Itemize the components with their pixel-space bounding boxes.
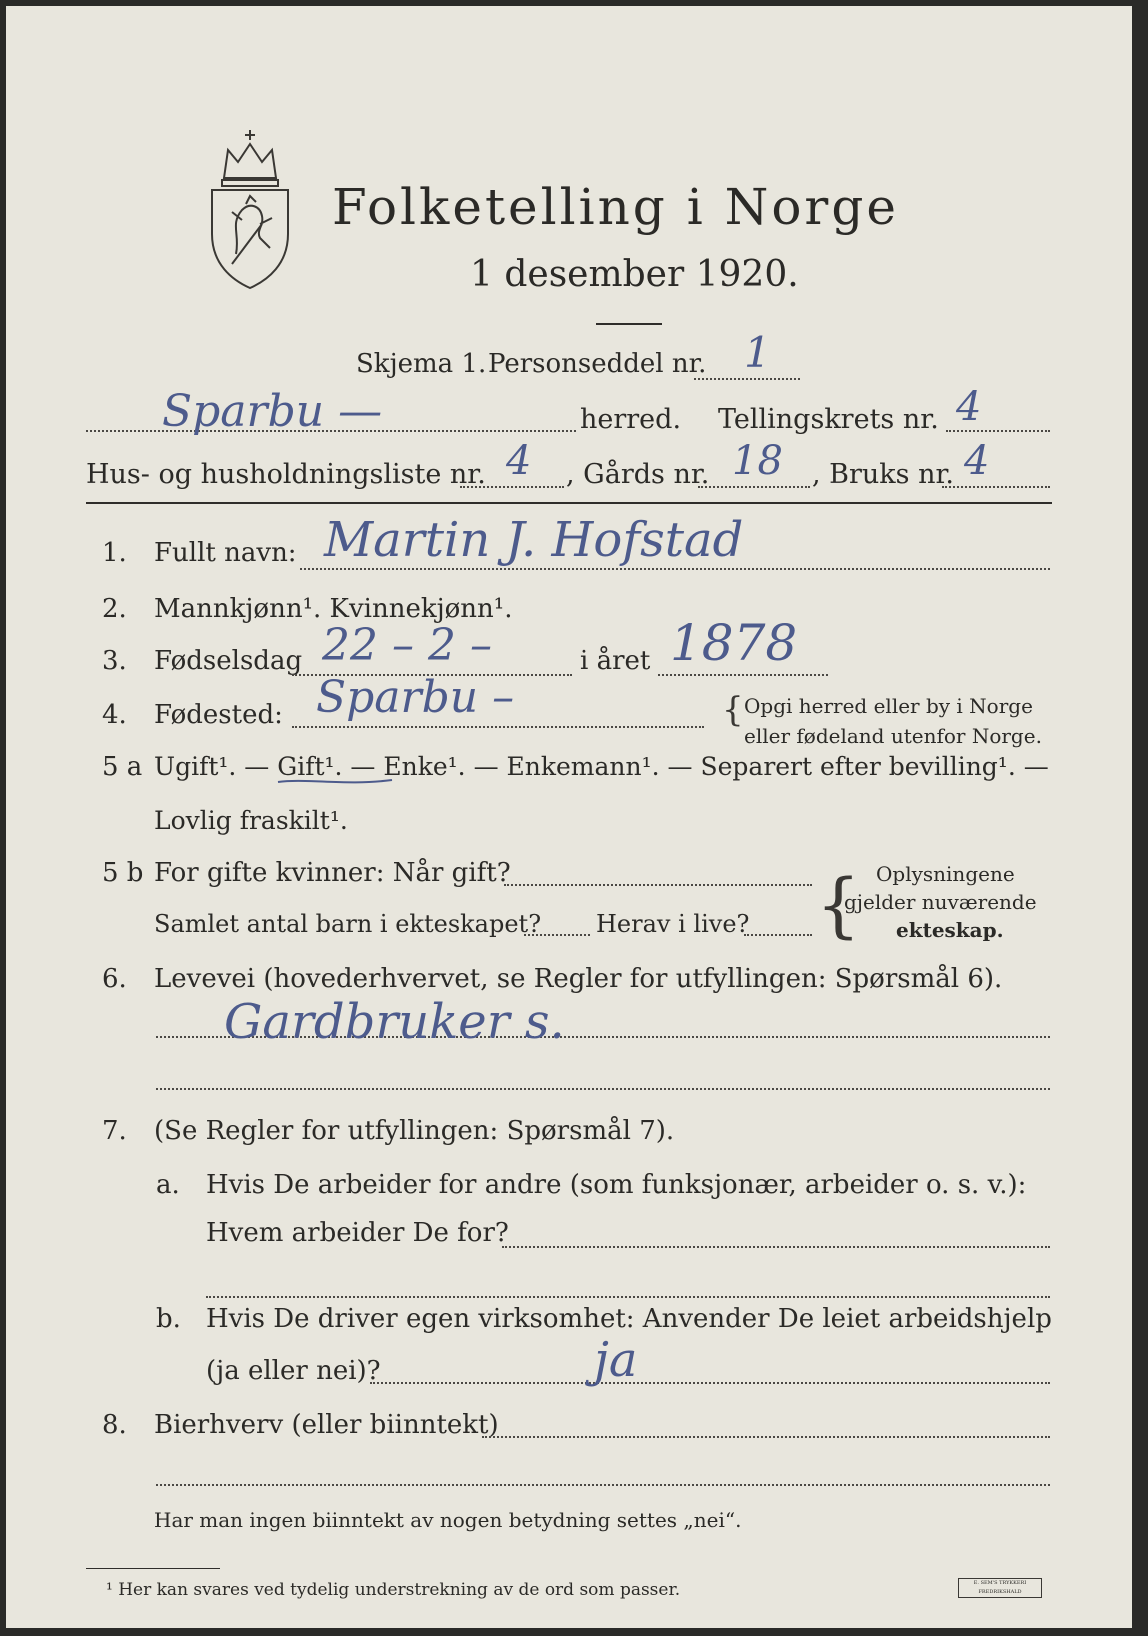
hired-help-value[interactable]: ja — [594, 1332, 638, 1388]
bruks-value[interactable]: 4 — [964, 438, 990, 484]
herred-value[interactable]: Sparbu — — [162, 386, 383, 437]
q1-label: Fullt navn: — [154, 538, 297, 568]
year-label: i året — [580, 646, 651, 676]
marital-options-2: Lovlig fraskilt¹. — [154, 806, 348, 835]
footnote-divider — [86, 1568, 220, 1569]
q7b-number: b. — [156, 1304, 181, 1334]
header-divider — [86, 502, 1052, 504]
marital-options: Ugift¹. — Gift¹. — Enke¹. — Enkemann¹. — Separert efter bevilling¹. — — [154, 752, 1049, 781]
tellingskrets-value[interactable]: 4 — [956, 384, 982, 430]
coat-of-arms-icon — [202, 124, 298, 294]
q7b-yesno-label: (ja eller nei)? — [206, 1356, 381, 1386]
sex-options: Mannkjønn¹. Kvinnekjønn¹. — [154, 594, 513, 624]
q5b-note-2: gjelder nuværende — [844, 890, 1037, 914]
bruks-label: , Bruks nr. — [812, 459, 955, 490]
q8-number: 8. — [102, 1410, 127, 1440]
gift-underline — [276, 776, 394, 788]
birth-day-value[interactable]: 22 – 2 – — [322, 620, 492, 671]
husliste-label: Hus- og husholdningsliste nr. — [86, 459, 486, 490]
q3-label: Fødselsdag — [154, 646, 303, 676]
birth-year-value[interactable]: 1878 — [670, 614, 798, 672]
title-divider — [596, 323, 662, 325]
personseddel-label: Personseddel nr. — [488, 349, 707, 379]
q5b-number: 5 b — [102, 858, 144, 888]
occupation-value[interactable]: Gardbruker s. — [224, 994, 565, 1050]
q4-number: 4. — [102, 700, 127, 730]
q8-label: Bierhverv (eller biinntekt) — [154, 1410, 499, 1440]
gards-value[interactable]: 18 — [732, 438, 783, 484]
q4-label: Fødested: — [154, 700, 283, 730]
q5b-note-1: Oplysningene — [876, 862, 1015, 886]
q2-number: 2. — [102, 594, 127, 624]
q7b-label: Hvis De driver egen virksomhet: Anvender De leiet arbeidshjelp — [206, 1304, 1052, 1334]
footnote: ¹ Her kan svares ved tydelig understrekning av de ord som passer. — [106, 1580, 681, 1600]
footer-note: Har man ingen biinntekt av nogen betydning settes „nei“. — [154, 1508, 742, 1532]
q3-number: 3. — [102, 646, 127, 676]
birthplace-value[interactable]: Sparbu – — [316, 672, 515, 723]
census-form: Folketelling i Norge 1 desember 1920. Skjema 1. Personseddel nr. 1 Sparbu — herred. Tellingskrets nr. 4 Hus- og husholdningsliste nr. 4 , Gårds nr. 18 , Bruks nr. 4 1. Fullt navn: Martin J. Hofstad 2. Mannkjønn¹. Kvinnekjønn¹. 3. Fødselsdag 22 – 2 – i året 1878 4. Fødested: Sparbu – { Opgi herred eller by i Norge eller fødeland utenfor Norge. 5 a Ugift¹. — Gift¹. — Enke¹. — Enkemann¹. — Separert efter bevilling¹. — Lovlig fraskilt¹. 5 b For gifte kvinner: Når gift? Samlet antal barn i ekteskapet? Herav i live? { Oplysningene gjelder nuværende ekteskap. 6. Levevei (hovederhvervet, se Regler for utfyllingen: Spørsmål 6). Gardbruker s. 7. (Se Regler for utfyllingen: Spørsmål 7). a. Hvis De arbeider for andre (som funksjonær, arbeider o. s. v.): Hvem arbeider De for? b. Hvis De driver egen virksomhet: Anvender De leiet arbeidshjelp (ja eller nei)? ja 8. Bierhverv (eller biinntekt) Har man ingen biinntekt av nogen betydning settes „nei“. ¹ Her kan svares ved tydelig understrekning av de ord som passer. E. SEM'S TRYKKERI FREDRIKSHALD — [6, 6, 1132, 1628]
skjema-label: Skjema 1. — [356, 349, 487, 379]
q5b-note-3: ekteskap. — [896, 918, 1004, 942]
q7-number: 7. — [102, 1116, 127, 1146]
q5b-children-label: Samlet antal barn i ekteskapet? — [154, 910, 542, 938]
gards-label: , Gårds nr. — [566, 459, 710, 490]
form-title: Folketelling i Norge — [332, 178, 899, 236]
q1-number: 1. — [102, 538, 127, 568]
q5a-number: 5 a — [102, 752, 143, 782]
herred-label: herred. — [580, 404, 682, 435]
q5b-label: For gifte kvinner: Når gift? — [154, 858, 511, 888]
husliste-value[interactable]: 4 — [506, 438, 532, 484]
birthplace-note-2: eller fødeland utenfor Norge. — [744, 724, 1042, 748]
q7a-number: a. — [156, 1170, 180, 1200]
q7-label: (Se Regler for utfyllingen: Spørsmål 7). — [154, 1116, 675, 1146]
q5b-alive-label: Herav i live? — [596, 910, 750, 938]
q7a-employer-label: Hvem arbeider De for? — [206, 1218, 509, 1248]
birthplace-note-1: Opgi herred eller by i Norge — [744, 694, 1033, 718]
personseddel-value[interactable]: 1 — [744, 328, 771, 377]
tellingskrets-label: Tellingskrets nr. — [718, 404, 939, 435]
census-date: 1 desember 1920. — [470, 254, 799, 295]
q6-label: Levevei (hovederhvervet, se Regler for utfyllingen: Spørsmål 6). — [154, 964, 1003, 994]
full-name-value[interactable]: Martin J. Hofstad — [324, 512, 744, 568]
q7a-label: Hvis De arbeider for andre (som funksjonær, arbeider o. s. v.): — [206, 1170, 1027, 1200]
printer-mark: E. SEM'S TRYKKERI FREDRIKSHALD — [958, 1578, 1042, 1598]
q6-number: 6. — [102, 964, 127, 994]
